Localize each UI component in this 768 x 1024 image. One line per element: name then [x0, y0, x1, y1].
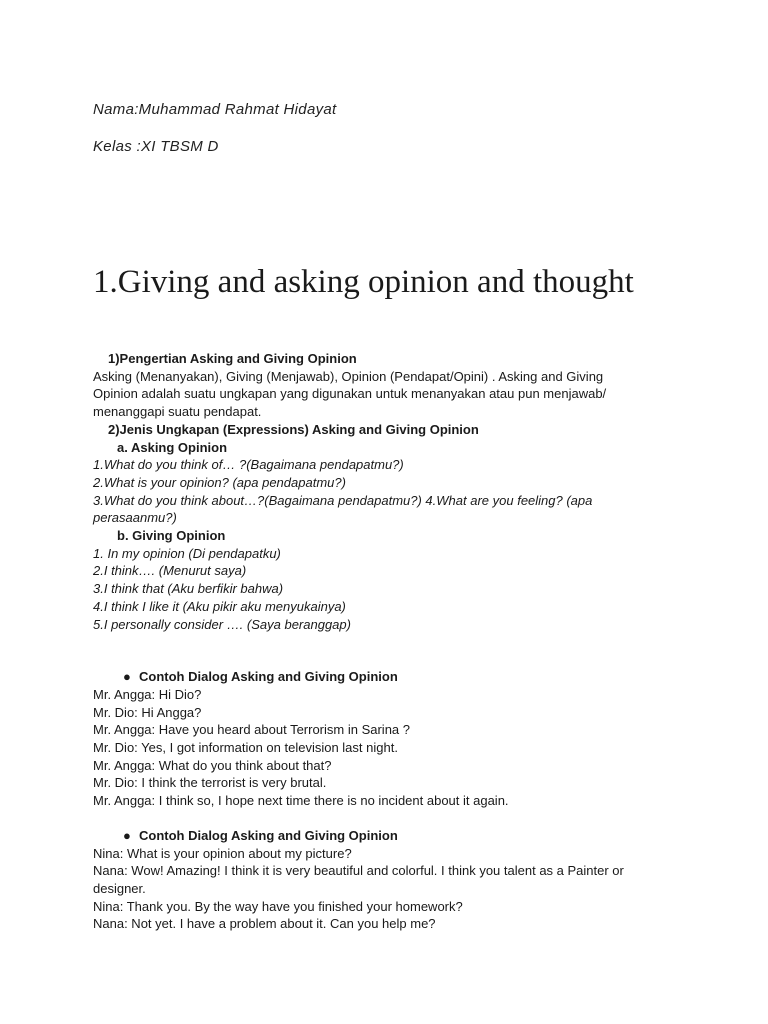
giving-item: 4.I think I like it (Aku pikir aku menyukainya)	[93, 598, 346, 614]
dialog1-line: Mr. Dio: I think the terrorist is very brutal.	[93, 775, 327, 791]
giving-item: 5.I personally consider …. (Saya beranggap)	[93, 616, 351, 632]
dialog1-line: Mr. Angga: Have you heard about Terrorism in Sarina ?	[93, 722, 410, 738]
asking-item: 3.What do you think about…?(Bagaimana pendapatmu?) 4.What are you feeling? (apa	[93, 492, 593, 508]
dialog1-heading-text: Contoh Dialog Asking and Giving Opinion	[139, 669, 398, 685]
dialog2-heading	[93, 827, 693, 845]
asking-item: perasaanmu?)	[93, 510, 177, 526]
bullet-icon: ●	[123, 827, 131, 843]
asking-item: 2.What is your opinion? (apa pendapatmu?)	[93, 474, 346, 490]
giving-item: 1. In my opinion (Di pendapatku)	[93, 545, 281, 561]
section1-line: menanggapi suatu pendapat.	[93, 404, 262, 420]
dialog2-line: Nina: Thank you. By the way have you finished your homework?	[93, 898, 463, 914]
dialog1-line: Mr. Dio: Hi Angga?	[93, 704, 202, 720]
bullet-icon: ●	[123, 669, 131, 685]
document-title: 1.Giving and asking opinion and thought	[93, 264, 634, 300]
student-class: Kelas :XI TBSM D	[93, 138, 219, 155]
dialog2-line: Nana: Wow! Amazing! I think it is very beautiful and colorful. I think you talent as a Painter or	[93, 863, 624, 879]
section1-line: Asking (Menanyakan), Giving (Menjawab), Opinion (Pendapat/Opini) . Asking and Giving	[93, 368, 604, 384]
section1-line: Opinion adalah suatu ungkapan yang digunakan untuk menanyakan atau pun menjawab/	[93, 386, 607, 402]
dialog1-line: Mr. Dio: Yes, I got information on television last night.	[93, 740, 398, 756]
dialog1-line: Mr. Angga: What do you think about that?	[93, 757, 332, 773]
giving-item: 3.I think that (Aku berfikir bahwa)	[93, 581, 284, 597]
document-body	[93, 350, 693, 933]
giving-opinion-label: b. Giving Opinion	[117, 528, 226, 544]
dialog2-line: designer.	[93, 880, 146, 896]
dialog1-line: Mr. Angga: Hi Dio?	[93, 686, 202, 702]
dialog1-heading	[93, 668, 693, 686]
dialog1-line: Mr. Angga: I think so, I hope next time there is no incident about it again.	[93, 793, 509, 809]
dialog2-line: Nina: What is your opinion about my picture?	[93, 845, 352, 861]
dialog2-heading-text: Contoh Dialog Asking and Giving Opinion	[139, 827, 398, 843]
giving-item: 2.I think…. (Menurut saya)	[93, 563, 247, 579]
section1-heading: 1)Pengertian Asking and Giving Opinion	[108, 351, 357, 366]
student-name: Nama:Muhammad Rahmat Hidayat	[93, 101, 337, 118]
asking-opinion-label: a. Asking Opinion	[117, 439, 228, 455]
dialog2-line: Nana: Not yet. I have a problem about it. Can you help me?	[93, 916, 436, 932]
section2-heading: 2)Jenis Ungkapan (Expressions) Asking and Giving Opinion	[108, 421, 479, 437]
asking-item: 1.What do you think of… ?(Bagaimana pendapatmu?)	[93, 457, 404, 473]
